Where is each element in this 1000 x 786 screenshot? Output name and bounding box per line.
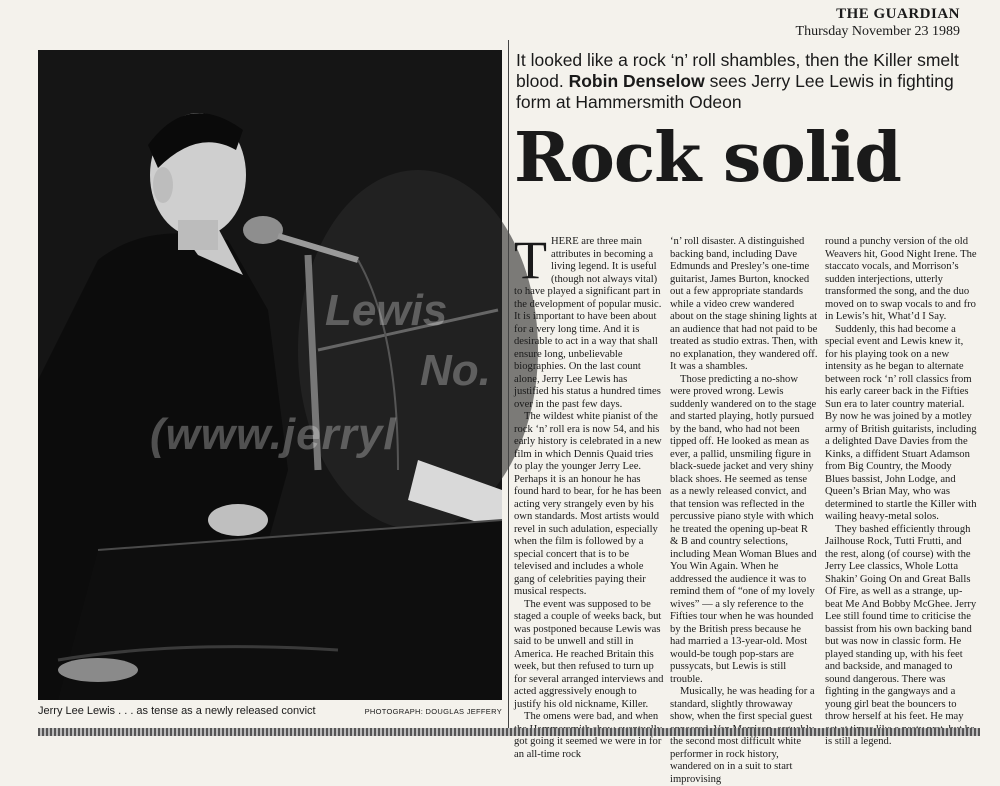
bottom-rule	[38, 728, 980, 736]
article-column-2	[670, 236, 818, 785]
paragraph: HERE are three main attributes in becoming a living legend. It is useful (though not always vital) to have played a significant part in the development of popular music. It is important to have been about for a very long time. And it is desirable to act in a way that shall ensure long, unbelievable biographies. On the last count alone, Jerry Lee Lewis has justified his status a hundred times over in the past few days.	[514, 236, 662, 410]
column-divider	[508, 40, 509, 728]
paragraph: They bashed efficiently through Jailhouse Rock, Tutti Frutti, and the rest, along (of course) with the Jerry Lee classics, Whole Lotta Shakin’ Going On and Great Balls Of Fire, as well as a strange, up-beat Me And Bobby McGhee. Jerry Lee still found time to criticise the bassist from his own backing band but was now in classic form. He played standing up, with his feet and backside, and managed to sound dangerous. There was fighting in the gangways and a young girl beat the bouncers to throw herself at his feet. He may is still a legend.	[825, 523, 977, 747]
standfirst-text: It looked like a rock ‘n’ roll shambles, then the Killer smelt blood.	[516, 50, 959, 91]
photo-caption	[38, 705, 502, 721]
drop-cap: T	[514, 230, 547, 290]
performer-at-piano-image	[38, 50, 502, 700]
article-photo	[38, 50, 502, 700]
newspaper-name: THE GUARDIAN	[836, 6, 960, 22]
headline: Rock solid	[514, 118, 901, 198]
paragraph: Those predicting a no-show were proved wrong. Lewis suddenly wandered on to the stage and started playing, hotly pursued by the band, who had not been tipped off. He looked as mean as ever, a pallid, unsmiling figure in black-suede jacket and very shiny black shoes. He seemed as tense as a newly released convict, and that tension was reflected in the percussive piano style with which he treated the opening up-beat R & B and country selections, including Mean Woman Blues and You Win Again. When he addressed the audience it was to remind them of “one of my lovely wives” — a sly reference to the Fifties tour when he was hounded by the British press because he had married a 13-year-old. Most would-be tough pop-stars are pussycats, but Lewis is still trouble.	[670, 373, 817, 685]
article-column-1	[514, 230, 664, 760]
issue-date: Thursday November 23 1989	[795, 24, 960, 39]
standfirst-text-end: sees Jerry Lee Lewis in fighting form at Hammersmith Odeon	[516, 71, 954, 112]
paragraph: ‘n’ roll disaster. A distinguished backing band, including Dave Edmunds and Presley’s one-time guitarist, James Burton, knocked out a few appropriate standards while a video crew wandered about on the stage shining lights at an audience that had not paid to be treated as studio extras. Then, with no explanation, they wandered off. It was a shambles.	[670, 236, 818, 372]
byline-author: Robin Denselow	[568, 71, 705, 91]
watermark-line-1: Lewis	[325, 286, 448, 335]
watermark-line-2: No.	[420, 346, 491, 395]
watermark-line-3: (www.jerryl	[150, 410, 397, 459]
paragraph: Musically, he was heading for a standard, slightly throwaway show, when the first special guest the second most difficult white performer in rock history, wandered on in a suit to start improvising	[670, 686, 815, 785]
paragraph: The wildest white pianist of the rock ‘n’ roll era is now 54, and his early history is celebrated in a new film in which Dennis Quaid tries to play the younger Jerry Lee. Perhaps it is an honour he has found hard to bear, for he has been acting very strangely even by his own standards. Most artists would revel in such adulation, especially when the film is followed by a special concert that is to be televised and includes a whole gang of celebrities paying their musical respects.	[514, 411, 662, 597]
article-column-3	[825, 236, 977, 747]
paragraph: The omens were bad, and when got going it seemed we were in for an all-time rock	[514, 711, 662, 760]
standfirst	[516, 50, 976, 113]
photo-credit: PHOTOGRAPH: DOUGLAS JEFFERY	[364, 707, 502, 716]
caption-text: Jerry Lee Lewis . . . as tense as a newly released convict	[38, 705, 316, 717]
masthead	[796, 6, 960, 40]
paragraph: Suddenly, this had become a special event and Lewis knew it, for his playing took on a new intensity as he began to alternate between rock ‘n’ roll classics from his early career back in the Fifties Sun era to later country material. By now he was joined by a motley army of British guitarists, including a delighted Dave Davies from the Kinks, a diffident Stuart Adamson from Big Country, the Moody Blues bassist, John Lodge, and Queen’s Brian May, who was determined to startle the Killer with wailing heavy-metal solos.	[825, 323, 977, 522]
paragraph: The event was supposed to be staged a couple of weeks back, but was postponed because Lewis was said to be unwell and still in America. He reached Britain this week, but then refused to turn up for several arranged interviews and acted aggressively enough to justify his old nickname, Killer.	[514, 598, 664, 710]
paragraph: round a punchy version of the old Weavers hit, Good Night Irene. The staccato vocals, and Morrison’s sudden interjections, utterly transformed the song, and the duo moved on to swap vocals to and fro in Lewis’s hit, What’d I Say.	[825, 236, 977, 322]
